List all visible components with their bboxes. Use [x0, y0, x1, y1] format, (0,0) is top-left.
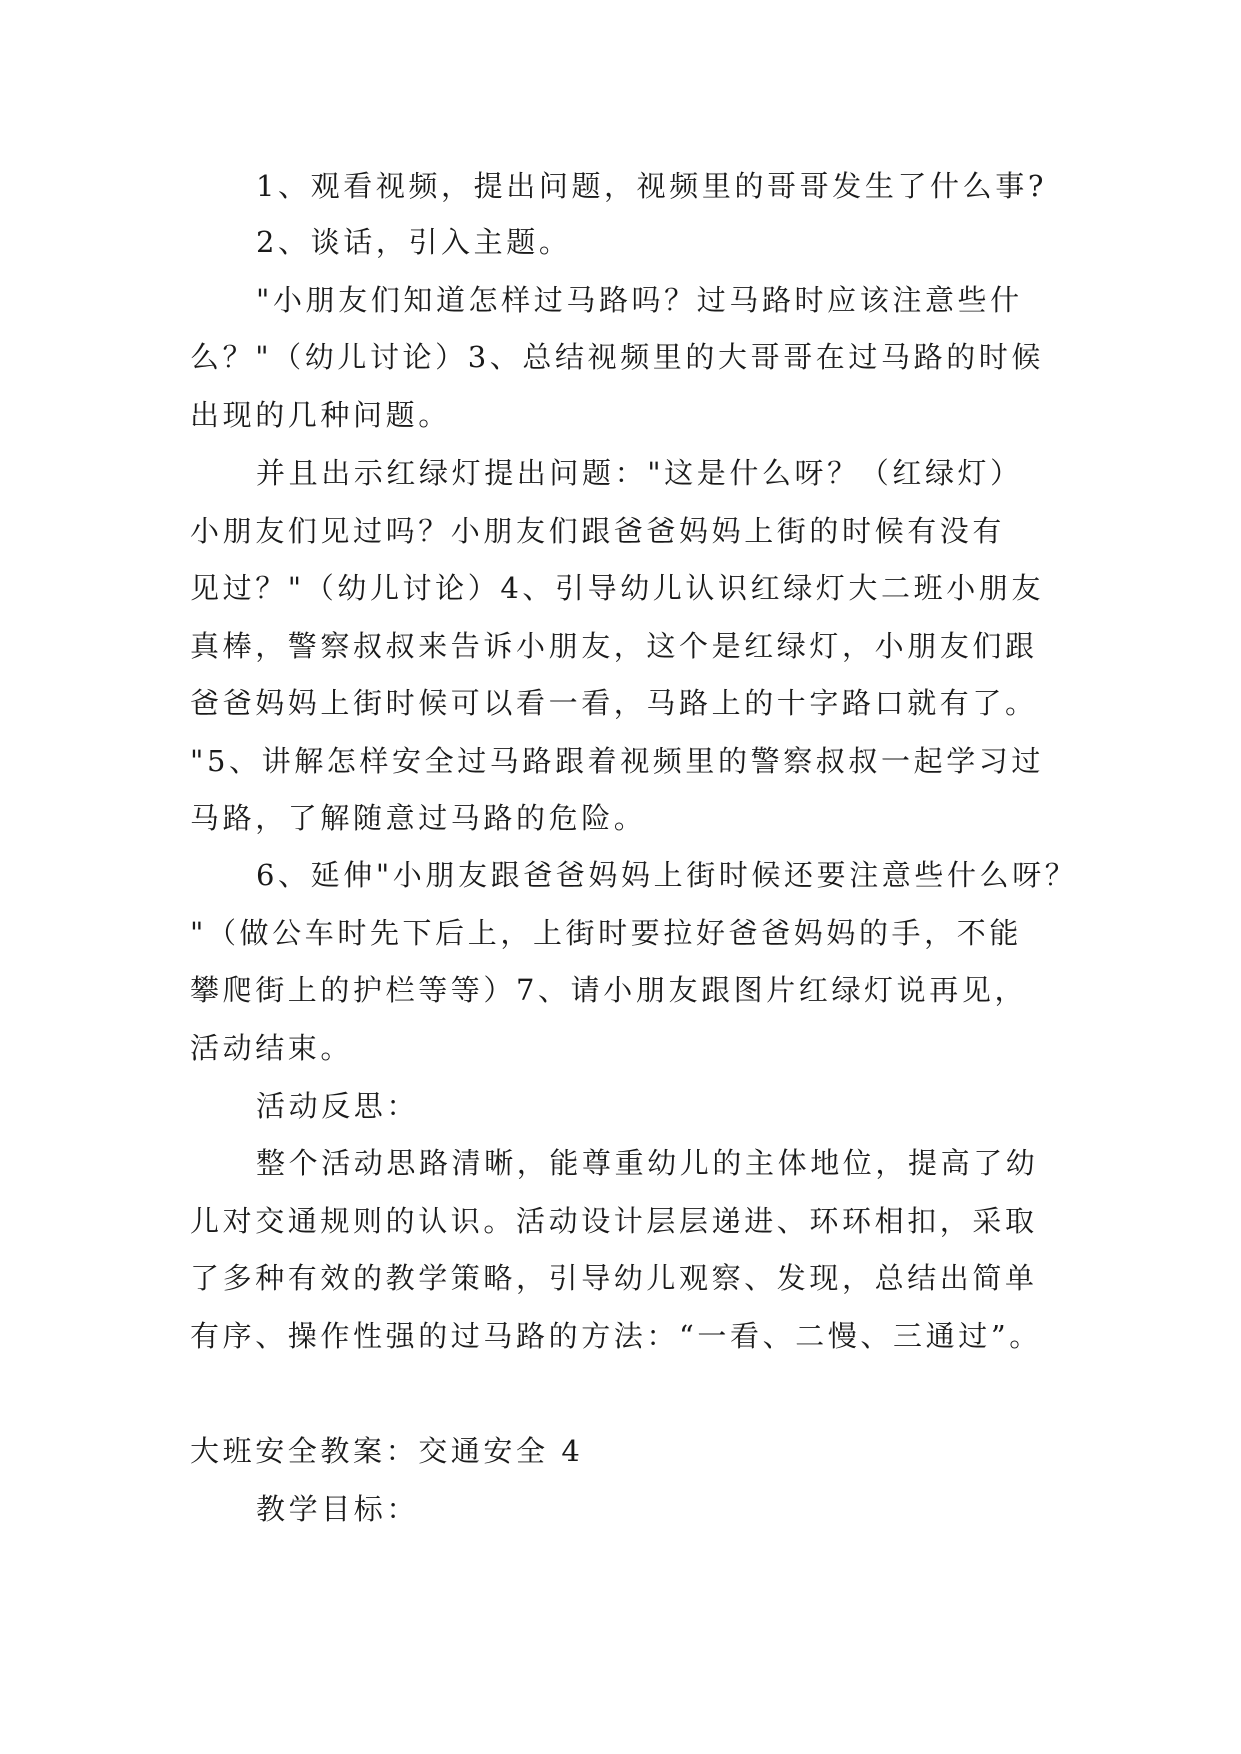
- text-line: 儿对交通规则的认识。活动设计层层递进、环环相扣，采取: [190, 1204, 1038, 1238]
- text-line: 活动结束。: [190, 1031, 354, 1065]
- text-line: 么？"（幼儿讨论）3、总结视频里的大哥哥在过马路的时候: [190, 340, 1044, 374]
- text-line: 1、观看视频，提出问题，视频里的哥哥发生了什么事?: [256, 169, 1047, 203]
- text-line: 爸爸妈妈上街时候可以看一看，马路上的十字路口就有了。: [190, 686, 1038, 720]
- section-heading: 教学目标：: [256, 1492, 420, 1526]
- text-line: 6、延伸"小朋友跟爸爸妈妈上街时候还要注意些什么呀？: [256, 858, 1078, 892]
- text-line: 2、谈话，引入主题。: [256, 225, 572, 259]
- text-line: 见过？"（幼儿讨论）4、引导幼儿认识红绿灯大二班小朋友: [190, 571, 1044, 605]
- text-line: 真棒，警察叔叔来告诉小朋友，这个是红绿灯，小朋友们跟: [190, 629, 1038, 663]
- text-line: "5、讲解怎样安全过马路跟着视频里的警察叔叔一起学习过: [190, 744, 1044, 778]
- text-line: 马路，了解随意过马路的危险。: [190, 801, 647, 835]
- text-line: 了多种有效的教学策略，引导幼儿观察、发现，总结出简单: [190, 1261, 1038, 1295]
- text-line: "（做公车时先下后上，上街时要拉好爸爸妈妈的手，不能: [190, 916, 1022, 950]
- text-line: 小朋友们见过吗？小朋友们跟爸爸妈妈上街的时候有没有: [190, 514, 1006, 548]
- document-title: 大班安全教案：交通安全 4: [190, 1434, 584, 1468]
- text-line: 出现的几种问题。: [190, 398, 451, 432]
- text-line: "小朋友们知道怎样过马路吗？过马路时应该注意些什: [256, 283, 1023, 317]
- text-line: 并且出示红绿灯提出问题："这是什么呀？（红绿灯）: [256, 456, 1023, 490]
- text-line: 有序、操作性强的过马路的方法：“一看、二慢、三通过”。: [190, 1319, 1042, 1353]
- text-line: 攀爬街上的护栏等等）7、请小朋友跟图片红绿灯说再见，: [190, 973, 1028, 1007]
- text-line: 整个活动思路清晰，能尊重幼儿的主体地位，提高了幼: [256, 1146, 1039, 1180]
- section-heading: 活动反思：: [256, 1089, 420, 1123]
